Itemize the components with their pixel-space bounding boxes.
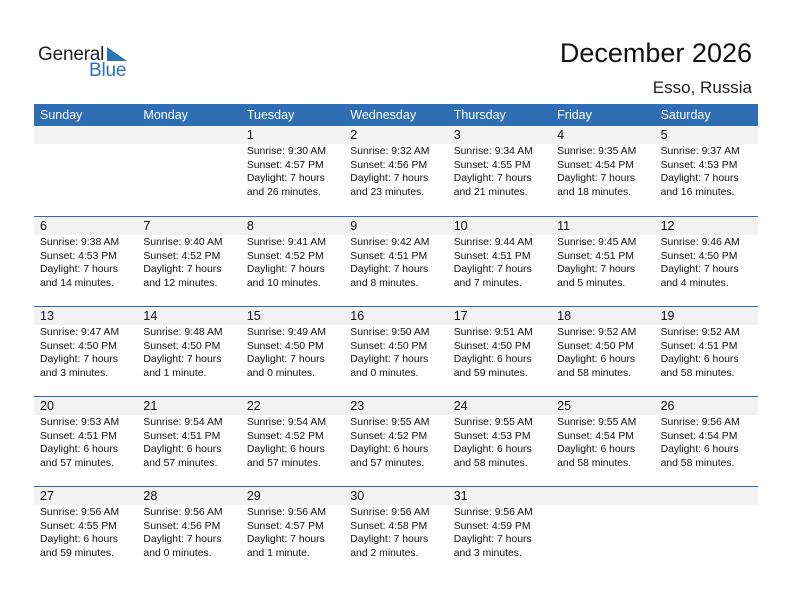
calendar-week-row [34, 126, 758, 216]
page-title: December 2026 [559, 38, 752, 68]
daylight-hours: Daylight: 7 hours [40, 264, 118, 276]
logo [38, 44, 138, 80]
day-cell [34, 217, 137, 306]
sunset-time: Sunset: 4:52 PM [246, 430, 324, 442]
empty-day-cell [551, 487, 654, 576]
day-cell [137, 307, 240, 396]
day-cell [655, 397, 758, 486]
sunset-time: Sunset: 4:54 PM [557, 430, 634, 442]
day-sun-info [551, 235, 654, 290]
empty-day-cell [655, 487, 758, 576]
calendar-week-row [34, 216, 758, 306]
daylight-minutes: and 57 minutes. [350, 457, 425, 469]
daylight-hours: Daylight: 7 hours [350, 534, 429, 546]
sunrise-time: Sunrise: 9:32 AM [350, 146, 430, 157]
day-number [137, 126, 240, 144]
sunset-time: Sunset: 4:56 PM [143, 520, 221, 532]
sunset-time: Sunset: 4:52 PM [246, 250, 324, 262]
sunset-time: Sunset: 4:57 PM [246, 520, 324, 532]
day-number [551, 487, 654, 505]
daylight-hours: Daylight: 7 hours [453, 534, 532, 546]
day-number: 30 [344, 487, 447, 505]
day-number: 16 [344, 307, 447, 325]
sunset-time: Sunset: 4:50 PM [660, 250, 738, 262]
sunset-time: Sunset: 4:52 PM [350, 430, 428, 442]
day-sun-info [344, 144, 447, 199]
day-sun-info [551, 415, 654, 470]
daylight-minutes: and 0 minutes. [143, 547, 212, 559]
sunrise-time: Sunrise: 9:50 AM [350, 327, 430, 338]
sunset-time: Sunset: 4:55 PM [40, 520, 117, 532]
sunset-time: Sunset: 4:52 PM [143, 250, 221, 262]
day-cell [34, 487, 137, 576]
sunrise-time: Sunrise: 9:47 AM [40, 327, 120, 338]
day-sun-info [137, 325, 240, 380]
day-number: 29 [241, 487, 344, 505]
sunset-time: Sunset: 4:53 PM [660, 159, 738, 171]
day-number: 10 [448, 217, 551, 235]
day-cell [655, 307, 758, 396]
daylight-minutes: and 5 minutes. [557, 277, 626, 289]
sunrise-time: Sunrise: 9:46 AM [660, 237, 740, 248]
day-number: 14 [137, 307, 240, 325]
daylight-minutes: and 26 minutes. [246, 186, 321, 198]
day-sun-info [241, 505, 344, 560]
sunset-time: Sunset: 4:58 PM [350, 520, 428, 532]
daylight-minutes: and 0 minutes. [246, 367, 316, 379]
day-number [655, 487, 758, 505]
day-number: 7 [137, 217, 240, 235]
sunset-time: Sunset: 4:53 PM [40, 250, 117, 262]
day-cell [448, 397, 551, 486]
daylight-hours: Daylight: 7 hours [660, 173, 739, 185]
sunrise-time: Sunrise: 9:55 AM [557, 417, 637, 428]
sunrise-time: Sunrise: 9:38 AM [40, 237, 120, 248]
day-cell [241, 307, 344, 396]
day-sun-info [655, 235, 758, 290]
daylight-hours: Daylight: 6 hours [143, 444, 222, 456]
day-cell [344, 217, 447, 306]
sunrise-time: Sunrise: 9:53 AM [40, 417, 120, 428]
day-cell [655, 217, 758, 306]
logo-text-general: General [38, 44, 105, 65]
daylight-minutes: and 59 minutes. [40, 547, 114, 559]
weekday-monday: Monday [143, 108, 188, 122]
day-sun-info [241, 325, 344, 380]
day-cell [241, 487, 344, 576]
sunrise-time: Sunrise: 9:55 AM [453, 417, 533, 428]
sunrise-time: Sunrise: 9:54 AM [143, 417, 223, 428]
daylight-hours: Daylight: 7 hours [557, 173, 636, 185]
day-number: 11 [551, 217, 654, 235]
day-cell [448, 487, 551, 576]
day-sun-info [448, 144, 551, 199]
sunset-time: Sunset: 4:50 PM [557, 340, 634, 352]
day-cell [34, 307, 137, 396]
day-number [34, 126, 137, 144]
daylight-hours: Daylight: 6 hours [557, 444, 636, 456]
day-number: 3 [448, 126, 551, 144]
day-number: 28 [137, 487, 240, 505]
sunrise-time: Sunrise: 9:37 AM [660, 146, 740, 157]
logo-text-blue: Blue [89, 60, 127, 81]
calendar-week-row [34, 396, 758, 486]
sunrise-time: Sunrise: 9:40 AM [143, 237, 223, 248]
day-cell [551, 397, 654, 486]
sunrise-time: Sunrise: 9:49 AM [246, 327, 326, 338]
sunset-time: Sunset: 4:51 PM [453, 250, 531, 262]
sunset-time: Sunset: 4:54 PM [557, 159, 634, 171]
day-sun-info [34, 235, 137, 290]
daylight-minutes: and 58 minutes. [453, 457, 528, 469]
daylight-hours: Daylight: 7 hours [350, 173, 429, 185]
day-cell [241, 217, 344, 306]
day-sun-info [655, 415, 758, 470]
sunset-time: Sunset: 4:53 PM [453, 430, 531, 442]
daylight-hours: Daylight: 6 hours [453, 354, 532, 366]
day-sun-info [137, 415, 240, 470]
sunset-time: Sunset: 4:51 PM [557, 250, 634, 262]
day-number: 15 [241, 307, 344, 325]
day-sun-info [448, 235, 551, 290]
day-cell [241, 126, 344, 216]
daylight-hours: Daylight: 7 hours [350, 264, 429, 276]
day-sun-info [344, 415, 447, 470]
day-sun-info [448, 505, 551, 560]
sunrise-time: Sunrise: 9:35 AM [557, 146, 637, 157]
daylight-minutes: and 1 minute. [143, 367, 207, 379]
day-cell [241, 397, 344, 486]
empty-day-cell [34, 126, 137, 216]
day-cell [655, 126, 758, 216]
daylight-minutes: and 58 minutes. [557, 457, 632, 469]
sunrise-time: Sunrise: 9:56 AM [350, 507, 430, 518]
day-number: 6 [34, 217, 137, 235]
sunset-time: Sunset: 4:56 PM [350, 159, 428, 171]
day-cell [448, 217, 551, 306]
sunset-time: Sunset: 4:51 PM [40, 430, 117, 442]
calendar-week-row [34, 306, 758, 396]
day-number: 24 [448, 397, 551, 415]
sunrise-time: Sunrise: 9:56 AM [40, 507, 120, 518]
daylight-minutes: and 57 minutes. [40, 457, 114, 469]
daylight-minutes: and 10 minutes. [246, 277, 321, 289]
day-cell [137, 397, 240, 486]
weekday-friday: Friday [557, 108, 592, 122]
daylight-hours: Daylight: 7 hours [246, 264, 325, 276]
daylight-minutes: and 58 minutes. [557, 367, 632, 379]
day-sun-info [34, 505, 137, 560]
daylight-minutes: and 57 minutes. [143, 457, 218, 469]
day-sun-info [448, 415, 551, 470]
daylight-hours: Daylight: 7 hours [246, 354, 325, 366]
day-cell [448, 307, 551, 396]
daylight-minutes: and 21 minutes. [453, 186, 528, 198]
empty-day-cell [137, 126, 240, 216]
daylight-hours: Daylight: 7 hours [453, 173, 532, 185]
day-sun-info [344, 325, 447, 380]
daylight-hours: Daylight: 7 hours [143, 264, 222, 276]
daylight-hours: Daylight: 7 hours [557, 264, 636, 276]
sunrise-time: Sunrise: 9:45 AM [557, 237, 637, 248]
daylight-hours: Daylight: 7 hours [143, 354, 222, 366]
day-cell [34, 397, 137, 486]
day-number: 13 [34, 307, 137, 325]
day-cell [344, 307, 447, 396]
day-cell [344, 487, 447, 576]
day-sun-info [137, 505, 240, 560]
day-number: 23 [344, 397, 447, 415]
daylight-minutes: and 0 minutes. [350, 367, 419, 379]
daylight-hours: Daylight: 7 hours [246, 534, 325, 546]
sunset-time: Sunset: 4:50 PM [453, 340, 531, 352]
day-sun-info [34, 415, 137, 470]
day-number: 9 [344, 217, 447, 235]
sunrise-time: Sunrise: 9:54 AM [246, 417, 326, 428]
day-number: 19 [655, 307, 758, 325]
sunset-time: Sunset: 4:57 PM [246, 159, 324, 171]
daylight-minutes: and 57 minutes. [246, 457, 321, 469]
sunset-time: Sunset: 4:55 PM [453, 159, 531, 171]
day-sun-info [241, 144, 344, 199]
day-sun-info [551, 325, 654, 380]
day-number: 5 [655, 126, 758, 144]
daylight-hours: Daylight: 7 hours [40, 354, 118, 366]
calendar [34, 104, 758, 576]
daylight-minutes: and 12 minutes. [143, 277, 218, 289]
daylight-minutes: and 14 minutes. [40, 277, 114, 289]
day-sun-info [137, 235, 240, 290]
day-cell [551, 217, 654, 306]
day-number: 26 [655, 397, 758, 415]
weekday-tuesday: Tuesday [246, 108, 295, 122]
daylight-minutes: and 7 minutes. [453, 277, 522, 289]
day-number: 2 [344, 126, 447, 144]
daylight-hours: Daylight: 7 hours [350, 354, 429, 366]
daylight-minutes: and 23 minutes. [350, 186, 425, 198]
day-number: 21 [137, 397, 240, 415]
daylight-minutes: and 3 minutes. [40, 367, 109, 379]
daylight-hours: Daylight: 7 hours [143, 534, 222, 546]
day-sun-info [655, 325, 758, 380]
daylight-minutes: and 16 minutes. [660, 186, 735, 198]
daylight-hours: Daylight: 6 hours [660, 354, 739, 366]
day-sun-info [344, 505, 447, 560]
weekday-header [34, 104, 758, 126]
day-cell [137, 487, 240, 576]
daylight-minutes: and 4 minutes. [660, 277, 729, 289]
day-sun-info [241, 235, 344, 290]
calendar-week-row [34, 486, 758, 576]
weekday-wednesday: Wednesday [350, 108, 417, 122]
day-number: 22 [241, 397, 344, 415]
daylight-hours: Daylight: 7 hours [660, 264, 739, 276]
sunrise-time: Sunrise: 9:56 AM [660, 417, 740, 428]
daylight-minutes: and 8 minutes. [350, 277, 419, 289]
day-cell [344, 397, 447, 486]
day-number: 8 [241, 217, 344, 235]
sunrise-time: Sunrise: 9:55 AM [350, 417, 430, 428]
sunrise-time: Sunrise: 9:34 AM [453, 146, 533, 157]
sunset-time: Sunset: 4:50 PM [143, 340, 221, 352]
day-number: 25 [551, 397, 654, 415]
day-sun-info [655, 144, 758, 199]
day-cell [137, 217, 240, 306]
daylight-minutes: and 3 minutes. [453, 547, 522, 559]
day-cell [344, 126, 447, 216]
day-number: 1 [241, 126, 344, 144]
day-number: 20 [34, 397, 137, 415]
day-sun-info [34, 325, 137, 380]
sunrise-time: Sunrise: 9:44 AM [453, 237, 533, 248]
weekday-thursday: Thursday [453, 108, 506, 122]
day-number: 12 [655, 217, 758, 235]
sunrise-time: Sunrise: 9:30 AM [246, 146, 326, 157]
day-number: 4 [551, 126, 654, 144]
sunrise-time: Sunrise: 9:56 AM [246, 507, 326, 518]
daylight-hours: Daylight: 7 hours [246, 173, 325, 185]
daylight-minutes: and 2 minutes. [350, 547, 419, 559]
daylight-hours: Daylight: 6 hours [453, 444, 532, 456]
sunset-time: Sunset: 4:51 PM [350, 250, 428, 262]
sunrise-time: Sunrise: 9:52 AM [557, 327, 637, 338]
day-cell [551, 307, 654, 396]
daylight-hours: Daylight: 6 hours [350, 444, 429, 456]
day-sun-info [241, 415, 344, 470]
daylight-hours: Daylight: 6 hours [40, 444, 118, 456]
sunset-time: Sunset: 4:50 PM [246, 340, 324, 352]
day-number: 17 [448, 307, 551, 325]
location-label: Esso, Russia [652, 78, 752, 97]
daylight-minutes: and 58 minutes. [660, 367, 735, 379]
sunset-time: Sunset: 4:50 PM [350, 340, 428, 352]
sunset-time: Sunset: 4:59 PM [453, 520, 531, 532]
sunrise-time: Sunrise: 9:56 AM [143, 507, 223, 518]
sunrise-time: Sunrise: 9:48 AM [143, 327, 223, 338]
daylight-hours: Daylight: 6 hours [557, 354, 636, 366]
day-cell [448, 126, 551, 216]
daylight-hours: Daylight: 6 hours [40, 534, 118, 546]
day-number: 31 [448, 487, 551, 505]
day-sun-info [551, 144, 654, 199]
sunrise-time: Sunrise: 9:56 AM [453, 507, 533, 518]
daylight-minutes: and 59 minutes. [453, 367, 528, 379]
day-number: 18 [551, 307, 654, 325]
daylight-hours: Daylight: 6 hours [660, 444, 739, 456]
day-sun-info [448, 325, 551, 380]
daylight-hours: Daylight: 6 hours [246, 444, 325, 456]
calendar-weeks [34, 126, 758, 576]
day-number: 27 [34, 487, 137, 505]
sunrise-time: Sunrise: 9:51 AM [453, 327, 533, 338]
sunset-time: Sunset: 4:51 PM [660, 340, 738, 352]
weekday-saturday: Saturday [660, 108, 711, 122]
sunset-time: Sunset: 4:54 PM [660, 430, 738, 442]
day-cell [551, 126, 654, 216]
sunrise-time: Sunrise: 9:41 AM [246, 237, 326, 248]
sunset-time: Sunset: 4:51 PM [143, 430, 221, 442]
daylight-minutes: and 58 minutes. [660, 457, 735, 469]
sunrise-time: Sunrise: 9:52 AM [660, 327, 740, 338]
daylight-hours: Daylight: 7 hours [453, 264, 532, 276]
day-sun-info [344, 235, 447, 290]
weekday-sunday: Sunday [40, 108, 83, 122]
sunrise-time: Sunrise: 9:42 AM [350, 237, 430, 248]
daylight-minutes: and 18 minutes. [557, 186, 632, 198]
sunset-time: Sunset: 4:50 PM [40, 340, 117, 352]
daylight-minutes: and 1 minute. [246, 547, 310, 559]
